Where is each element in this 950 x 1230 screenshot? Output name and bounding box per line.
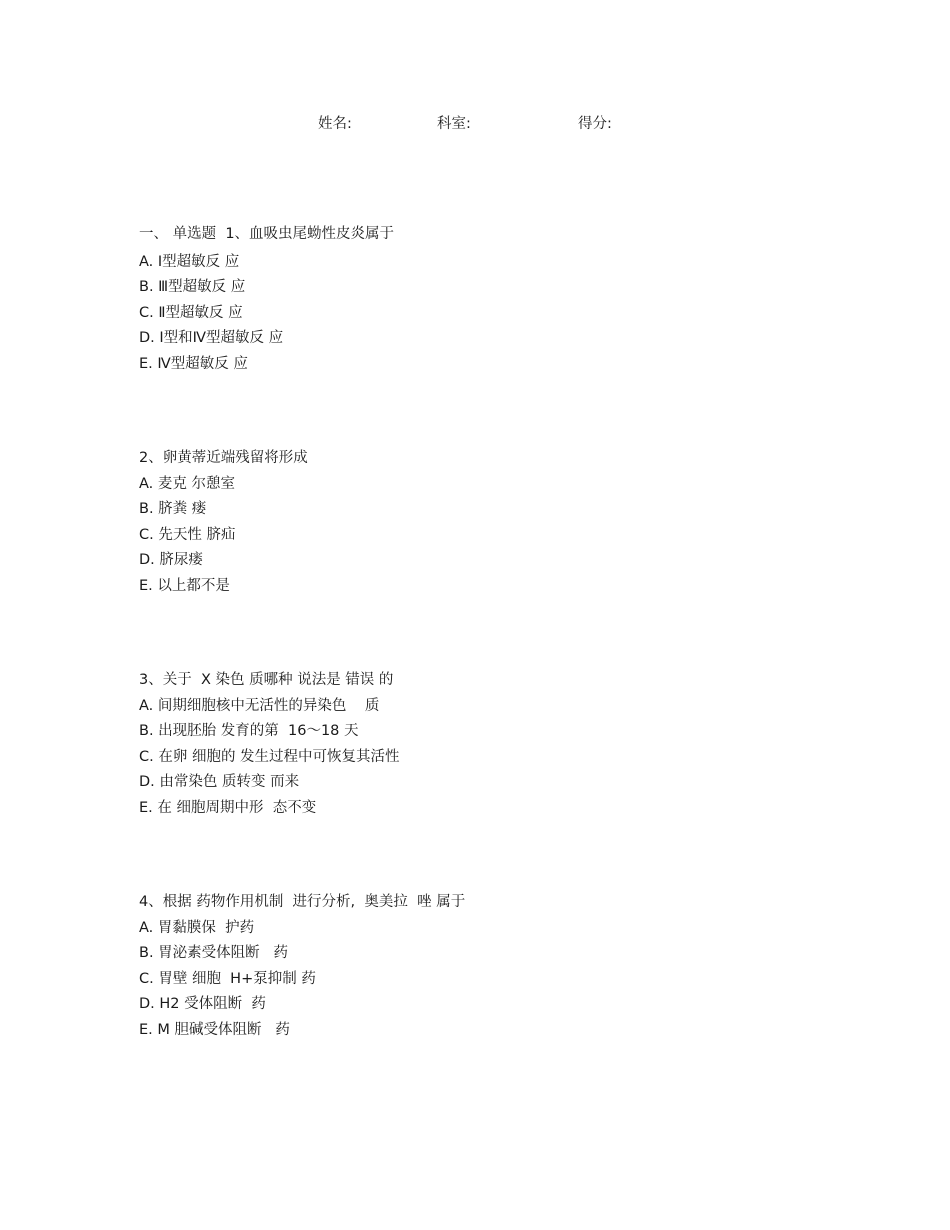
q4-option-b: B. 胃泌素受体阻断 药 [139, 945, 288, 961]
q1-option-d: D. Ⅰ型和Ⅳ型超敏反 应 [139, 330, 284, 346]
q2-option-c: C. 先天性 脐疝 [139, 527, 236, 543]
q3-option-c: C. 在卵 细胞的 发生过程中可恢复其活性 [139, 749, 400, 765]
section-title: 一、 单选题 [139, 226, 217, 242]
q4-option-c: C. 胃壁 细胞 H+泵抑制 药 [139, 971, 316, 987]
q1-option-e: E. Ⅳ型超敏反 应 [139, 356, 248, 372]
header-score-label: 得分: [578, 116, 612, 132]
question-3-stem: 3、关于 X 染色 质哪种 说法是 错误 的 [139, 672, 394, 688]
question-1-stem: 1、血吸虫尾蚴性皮炎属于 [225, 226, 395, 242]
q2-option-a: A. 麦克 尔憩室 [139, 476, 235, 492]
q2-option-e: E. 以上都不是 [139, 578, 230, 594]
q3-option-b: B. 出现胚胎 发育的第 16～18 天 [139, 723, 359, 739]
q2-option-b: B. 脐粪 瘘 [139, 501, 207, 517]
q4-option-d: D. H2 受体阻断 药 [139, 996, 266, 1012]
question-4-stem: 4、根据 药物作用机制 进行分析, 奥美拉 唑 属于 [139, 894, 466, 910]
header-dept-label: 科室: [437, 116, 471, 132]
q1-option-c: C. Ⅱ型超敏反 应 [139, 305, 243, 321]
q4-option-e: E. M 胆碱受体阻断 药 [139, 1022, 290, 1038]
q3-option-d: D. 由常染色 质转变 而来 [139, 774, 300, 790]
q1-option-b: B. Ⅲ型超敏反 应 [139, 279, 246, 295]
q4-option-a: A. 胃黏膜保 护药 [139, 920, 255, 936]
question-2-stem: 2、卵黄蒂近端残留将形成 [139, 450, 308, 466]
q3-option-e: E. 在 细胞周期中形 态不变 [139, 800, 317, 816]
q2-option-d: D. 脐尿瘘 [139, 552, 203, 568]
header-name-label: 姓名: [318, 116, 352, 132]
section-title-line [139, 225, 394, 243]
q3-option-a: A. 间期细胞核中无活性的异染色 质 [139, 698, 380, 714]
q1-option-a: A. Ⅰ型超敏反 应 [139, 254, 240, 270]
